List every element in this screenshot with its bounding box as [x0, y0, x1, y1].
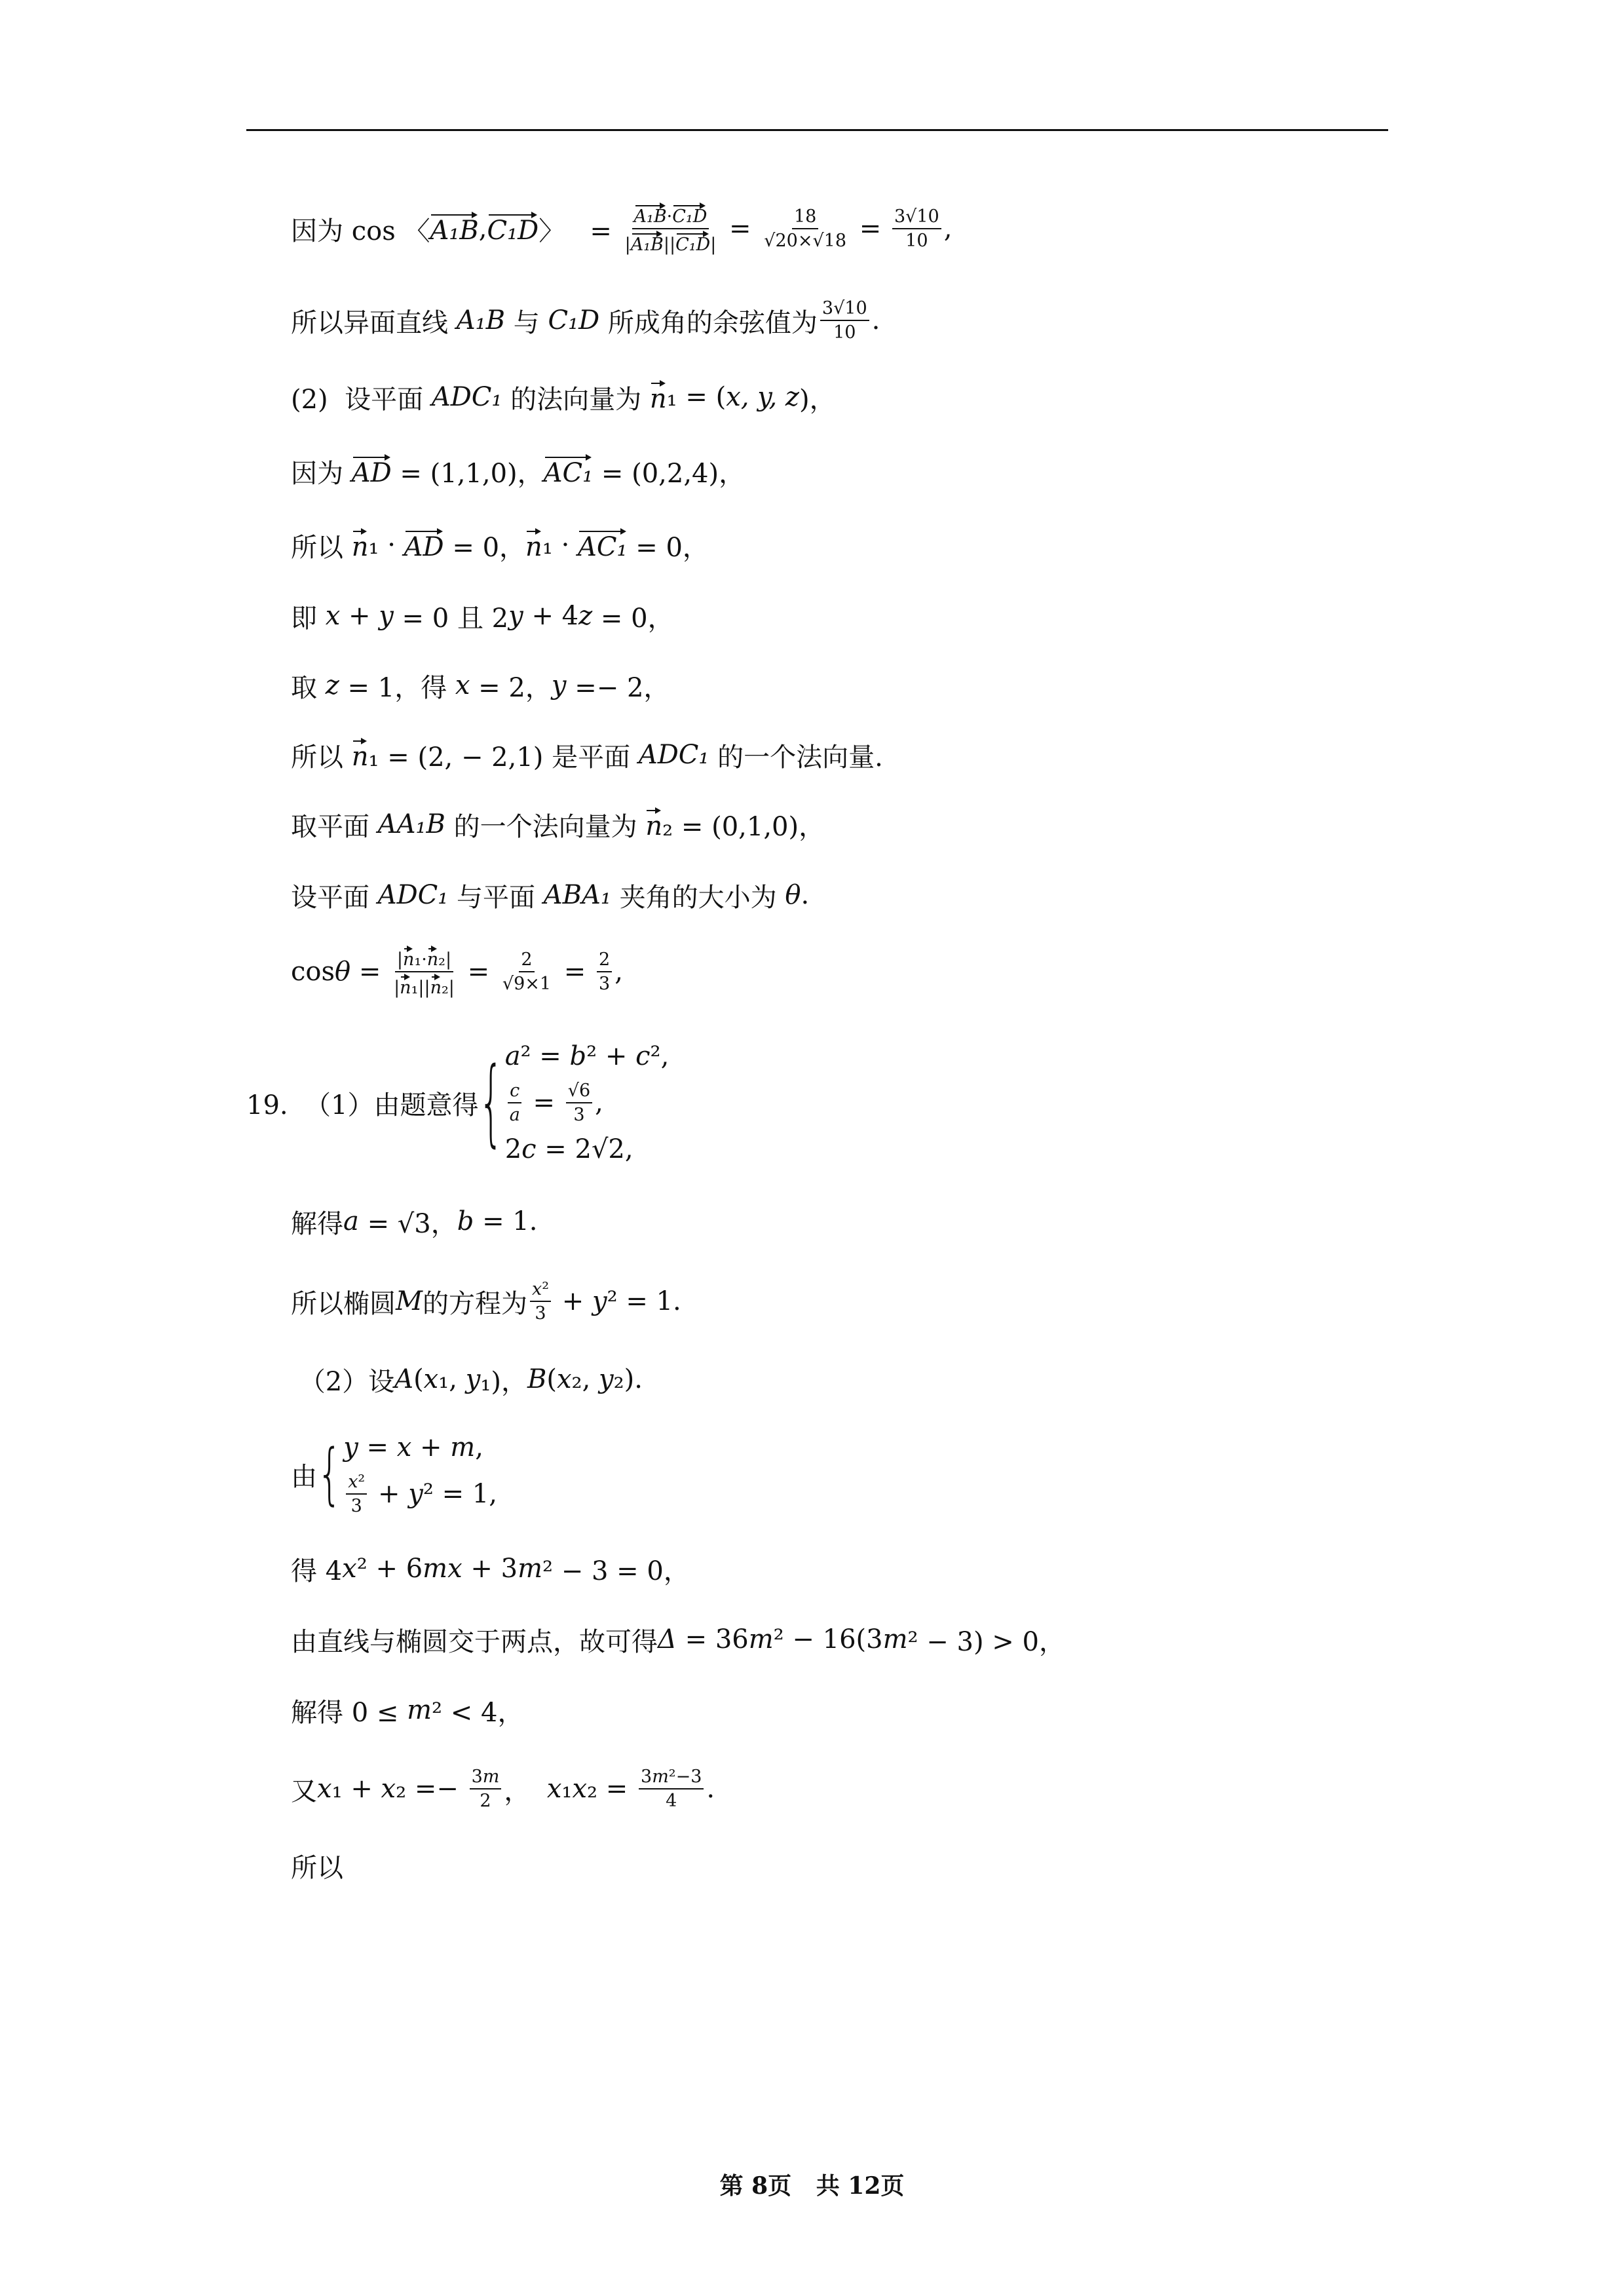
equation-system [317, 1432, 497, 1516]
math-symbol: x [381, 1774, 396, 1804]
fraction [392, 946, 457, 998]
text-run: ₁, [438, 1364, 466, 1394]
denominator [508, 1103, 522, 1125]
text-run: 得 4 [291, 1556, 343, 1586]
solution-line [291, 1192, 537, 1251]
text-run: ² + 6 [356, 1554, 423, 1584]
math-symbol: b [457, 1206, 474, 1236]
vector: n [645, 807, 662, 841]
text-run: = [524, 1088, 563, 1118]
math-symbol: C₁D [548, 305, 600, 335]
math-symbol: z [325, 670, 339, 700]
text-run: | [396, 949, 403, 970]
math-symbol: B [527, 1364, 547, 1394]
text-run: 10 [833, 322, 856, 343]
text-run: ₂| [441, 978, 455, 998]
math-symbol: y [379, 601, 394, 631]
math-symbol: m [450, 1432, 476, 1463]
text-run: （2）设 [291, 1366, 395, 1397]
text-run: ² = [520, 1041, 570, 1071]
text-run: ₁ = ( [666, 382, 727, 412]
numerator [597, 949, 612, 972]
solution-line [291, 516, 709, 575]
math-symbol: b [569, 1041, 587, 1071]
text-run: = 2√2, [536, 1134, 633, 1164]
solution-line [291, 866, 809, 925]
math-symbol: x [342, 1554, 357, 1584]
vector: n [427, 946, 438, 970]
text-run: ₂, [571, 1364, 599, 1394]
text-run: = 1. [474, 1206, 538, 1236]
text-run: 所以 [291, 1852, 343, 1883]
math-symbol: x [317, 1774, 332, 1804]
solution-line [291, 1422, 497, 1527]
text-run: ₂| [438, 949, 452, 970]
fraction [470, 1767, 502, 1811]
text-run: √20×√18 [764, 231, 847, 251]
text-run: 又 [291, 1776, 317, 1807]
text-run: ₁)， [480, 1366, 527, 1397]
vector: A₁B [634, 202, 667, 227]
math-symbol: m [652, 1767, 669, 1787]
text-run: ₁ = (2, − 2,1) 是平面 [368, 742, 639, 773]
text-run: ( [413, 1364, 424, 1394]
vector: C₁D [675, 231, 710, 255]
solution-line [246, 1024, 669, 1181]
numerator [346, 1472, 367, 1495]
text-run: 与 [505, 307, 548, 338]
vector: AD [352, 454, 392, 488]
text-run: + 4 [523, 601, 579, 631]
math-symbol: M [396, 1286, 423, 1316]
text-run: 所以异面直线 [291, 307, 457, 338]
text-run: )， [799, 384, 836, 415]
math-symbol: m [748, 1624, 774, 1655]
math-symbol: A₁B [456, 305, 506, 335]
math-symbol: m [518, 1554, 543, 1584]
solution-line [291, 656, 670, 715]
math-symbol: x [546, 1774, 562, 1804]
text-run: 2 [504, 1134, 522, 1164]
text-run: ₂ =− [396, 1774, 467, 1804]
solution-line [291, 442, 745, 501]
text-run: ² + [586, 1041, 636, 1071]
system-row [505, 1041, 670, 1071]
solution-line [291, 199, 952, 258]
numerator [639, 1767, 704, 1789]
math-symbol: x [348, 1472, 358, 1492]
text-run: . [871, 305, 880, 335]
solution-line [291, 725, 883, 784]
math-symbol: θ [785, 880, 801, 910]
text-run: + [340, 601, 379, 631]
solution-line [291, 1610, 1065, 1669]
math-symbol: ADC₁ [638, 740, 709, 770]
text-run: 设平面 [291, 882, 378, 913]
text-run: = 36 [676, 1624, 749, 1655]
text-run: 2 [521, 949, 533, 970]
text-run: 3√10 [821, 298, 867, 318]
text-run: 与平面 [448, 882, 544, 913]
denominator [762, 229, 848, 251]
system-row [505, 1081, 670, 1125]
text-run: 3 [599, 974, 611, 994]
math-symbol: mx [423, 1554, 463, 1584]
text-run: ， [504, 1776, 547, 1807]
text-run: ² − 3 = 0， [542, 1556, 690, 1586]
text-run: 的一个法向量为 [445, 811, 646, 842]
text-run: 的一个法向量. [709, 742, 883, 773]
text-run: ₂). [613, 1364, 643, 1394]
text-run: 取 [291, 672, 326, 703]
vector: C₁D [487, 212, 539, 246]
math-symbol: z [578, 601, 593, 631]
text-run: = [459, 957, 498, 987]
text-run: = 1，得 [339, 672, 455, 703]
text-run: . [706, 1774, 715, 1804]
text-run: 所以 [291, 532, 352, 563]
text-run: 夹角的大小为 [611, 882, 785, 913]
text-run: (2) 设平面 [291, 384, 432, 415]
math-symbol: y [599, 1364, 614, 1394]
math-symbol: x [556, 1364, 572, 1394]
text-run: , [475, 1432, 483, 1463]
text-run: 3 [350, 1496, 362, 1516]
text-run: 的方程为 [422, 1288, 527, 1319]
math-symbol: x [572, 1774, 588, 1804]
text-run: . [801, 880, 810, 910]
text-run: 3 [471, 1767, 483, 1787]
text-run: ² [358, 1472, 366, 1492]
math-symbol: y [551, 670, 567, 700]
text-run: , [614, 957, 623, 987]
text-run: ² = 1. [607, 1286, 681, 1316]
text-run: 2 [480, 1791, 491, 1811]
vector: n [400, 974, 411, 998]
vector: AD [404, 528, 444, 562]
text-run: cos [291, 957, 335, 987]
text-run: = 0， [627, 532, 709, 563]
text-run: ² = 1, [423, 1479, 497, 1509]
fraction [530, 1279, 551, 1324]
denominator [597, 972, 612, 994]
math-symbol: m [882, 1624, 908, 1655]
text-run: 取平面 [291, 811, 378, 842]
denominator [623, 229, 719, 255]
left-brace-icon: { [478, 1048, 504, 1158]
text-run: ₂ = (0,1,0)， [662, 811, 825, 842]
text-run: 所以椭圆 [291, 1288, 396, 1319]
text-run: 19. （1）由题意得 [246, 1090, 479, 1120]
math-symbol: Δ [658, 1624, 677, 1655]
header-rule [246, 129, 1388, 131]
text-run: = 2， [470, 672, 552, 703]
text-run: + [369, 1479, 409, 1509]
vector: A₁B [631, 231, 664, 255]
fraction [639, 1767, 704, 1811]
math-symbol: x, y, z [726, 382, 799, 412]
denominator [903, 229, 930, 251]
text-run: = [721, 214, 760, 244]
text-run: ₁· [414, 949, 427, 970]
text-run: 的法向量为 [502, 384, 650, 415]
solution-line [291, 1836, 343, 1895]
text-run: · [666, 206, 673, 227]
text-run: + 3 [462, 1554, 518, 1584]
numerator [632, 202, 709, 229]
text-run: 由 [291, 1461, 317, 1492]
text-run: , [478, 214, 487, 244]
numerator [792, 206, 818, 229]
text-run: 即 [291, 603, 326, 634]
solution-line [291, 368, 836, 427]
solution-line [291, 1272, 681, 1331]
text-run: = [851, 214, 890, 244]
text-run: 解得 [291, 1208, 343, 1239]
fraction [508, 1081, 522, 1125]
text-run: = [556, 957, 594, 987]
text-run: ² − 3) > 0， [907, 1626, 1065, 1657]
text-run: 由直线与椭圆交于两点，故可得 [291, 1626, 658, 1657]
numerator [395, 946, 453, 972]
math-symbol: c [521, 1134, 537, 1164]
text-run: 3√10 [894, 206, 939, 227]
text-run: 2 [599, 949, 611, 970]
text-run: =− 2， [566, 672, 670, 703]
math-symbol: c [510, 1081, 520, 1101]
text-run: = 0， [444, 532, 526, 563]
text-run: 3 [641, 1767, 652, 1787]
vector: n [525, 528, 542, 562]
text-run: 10 [905, 231, 928, 251]
vector: AC₁ [578, 528, 628, 562]
text-run: 所成角的余弦值为 [599, 307, 818, 338]
text-run: | [624, 235, 631, 255]
math-symbol: a [504, 1041, 521, 1071]
system-row [343, 1432, 497, 1463]
fraction [820, 298, 869, 343]
text-run: ² [542, 1279, 550, 1299]
vector: n [650, 380, 667, 414]
text-run: 所以 [291, 742, 352, 773]
text-run: ₁ · [542, 530, 578, 560]
text-run: = 0 且 2 [393, 603, 509, 634]
system-row [343, 1472, 497, 1516]
solution-line [291, 1539, 690, 1598]
fraction [346, 1472, 367, 1516]
text-run: √9×1 [502, 974, 552, 994]
math-symbol: x [423, 1364, 439, 1394]
text-run: 〉 = [538, 216, 620, 246]
math-symbol: y [508, 601, 523, 631]
denominator [571, 1103, 586, 1125]
fraction [623, 202, 719, 255]
text-run: ₂ = [587, 1774, 636, 1804]
text-run: , [595, 1088, 603, 1118]
math-symbol: x [531, 1279, 542, 1299]
math-symbol: AA₁B [377, 809, 445, 839]
solution-line [291, 1681, 523, 1740]
math-symbol: ABA₁ [543, 880, 611, 910]
text-run: + [411, 1432, 451, 1463]
text-run: √6 [567, 1081, 591, 1101]
math-symbol: θ [335, 957, 351, 987]
solution-line [291, 795, 825, 854]
text-run: + [554, 1286, 592, 1316]
denominator [478, 1789, 493, 1811]
denominator [500, 972, 553, 994]
math-symbol: m [407, 1695, 432, 1725]
vector: n [403, 946, 414, 970]
vector: C₁D [672, 202, 707, 227]
text-run: = √3， [358, 1208, 457, 1239]
text-run: || [663, 235, 676, 255]
numerator [566, 1081, 592, 1103]
text-run: = [350, 957, 390, 987]
text-run: ₁|| [411, 978, 430, 998]
vector: n [352, 528, 369, 562]
page-footer: 第 8页 共 12页 [719, 2172, 905, 2200]
text-run: 因为 [291, 458, 352, 489]
text-run: ², [650, 1041, 670, 1071]
numerator [530, 1279, 551, 1302]
fraction [566, 1081, 592, 1125]
text-run: | [710, 235, 717, 255]
math-symbol: a [509, 1105, 520, 1125]
math-symbol: ADC₁ [377, 880, 449, 910]
math-symbol: y [408, 1479, 423, 1509]
text-run: ₁ · [368, 530, 404, 560]
text-run: ²−3 [668, 1767, 702, 1787]
text-run: 3 [535, 1303, 546, 1324]
math-symbol: ADC₁ [431, 382, 502, 412]
numerator [508, 1081, 521, 1103]
denominator [349, 1495, 364, 1516]
math-symbol: A [394, 1364, 414, 1394]
solution-line [291, 586, 674, 645]
text-run: | [394, 978, 400, 998]
text-run: ² − 16(3 [773, 1624, 883, 1655]
solution-line [291, 942, 623, 1001]
text-run: 解得 0 ≤ [291, 1697, 407, 1728]
numerator [892, 206, 941, 229]
vector: A₁B [430, 212, 478, 246]
math-symbol: y [592, 1286, 607, 1316]
numerator [820, 298, 869, 321]
text-run: = [358, 1432, 397, 1463]
math-symbol: c [635, 1041, 651, 1071]
math-symbol: x [325, 601, 341, 631]
text-run: ( [546, 1364, 557, 1394]
text-run: 因为 cos 〈 [291, 216, 430, 246]
vector: n [430, 974, 442, 998]
fraction [762, 206, 848, 251]
text-run: = (1,1,0)， [391, 458, 544, 489]
math-symbol: x [455, 670, 470, 700]
denominator [392, 972, 457, 998]
solution-line [291, 291, 880, 350]
denominator [664, 1789, 679, 1811]
text-run: ₁ + [331, 1774, 381, 1804]
equation-system [479, 1041, 670, 1164]
fraction [500, 949, 553, 994]
solution-line [291, 1759, 715, 1818]
math-symbol: m [482, 1767, 500, 1787]
numerator [470, 1767, 502, 1789]
system-rows [343, 1432, 497, 1516]
text-run: ² < 4， [432, 1697, 524, 1728]
math-symbol: y [343, 1432, 358, 1463]
text-run: 18 [793, 206, 817, 227]
math-symbol: x [396, 1432, 412, 1463]
fraction [597, 949, 612, 994]
text-run: 4 [666, 1791, 677, 1811]
vector: AC₁ [544, 454, 594, 488]
math-symbol: y [465, 1364, 481, 1394]
solution-line [291, 1350, 643, 1409]
fraction [892, 206, 941, 251]
text-run: = (0,2,4)， [593, 458, 746, 489]
text-run: , [943, 214, 953, 244]
system-rows [505, 1041, 670, 1164]
denominator [533, 1302, 548, 1324]
system-row [505, 1134, 670, 1164]
denominator [831, 321, 858, 343]
left-brace-icon: { [317, 1435, 343, 1514]
math-symbol: a [343, 1206, 359, 1236]
numerator [519, 949, 534, 972]
text-run: 3 [573, 1105, 585, 1125]
vector: n [352, 738, 369, 772]
text-run: ₁ [561, 1774, 573, 1804]
text-run: = 0， [592, 603, 674, 634]
